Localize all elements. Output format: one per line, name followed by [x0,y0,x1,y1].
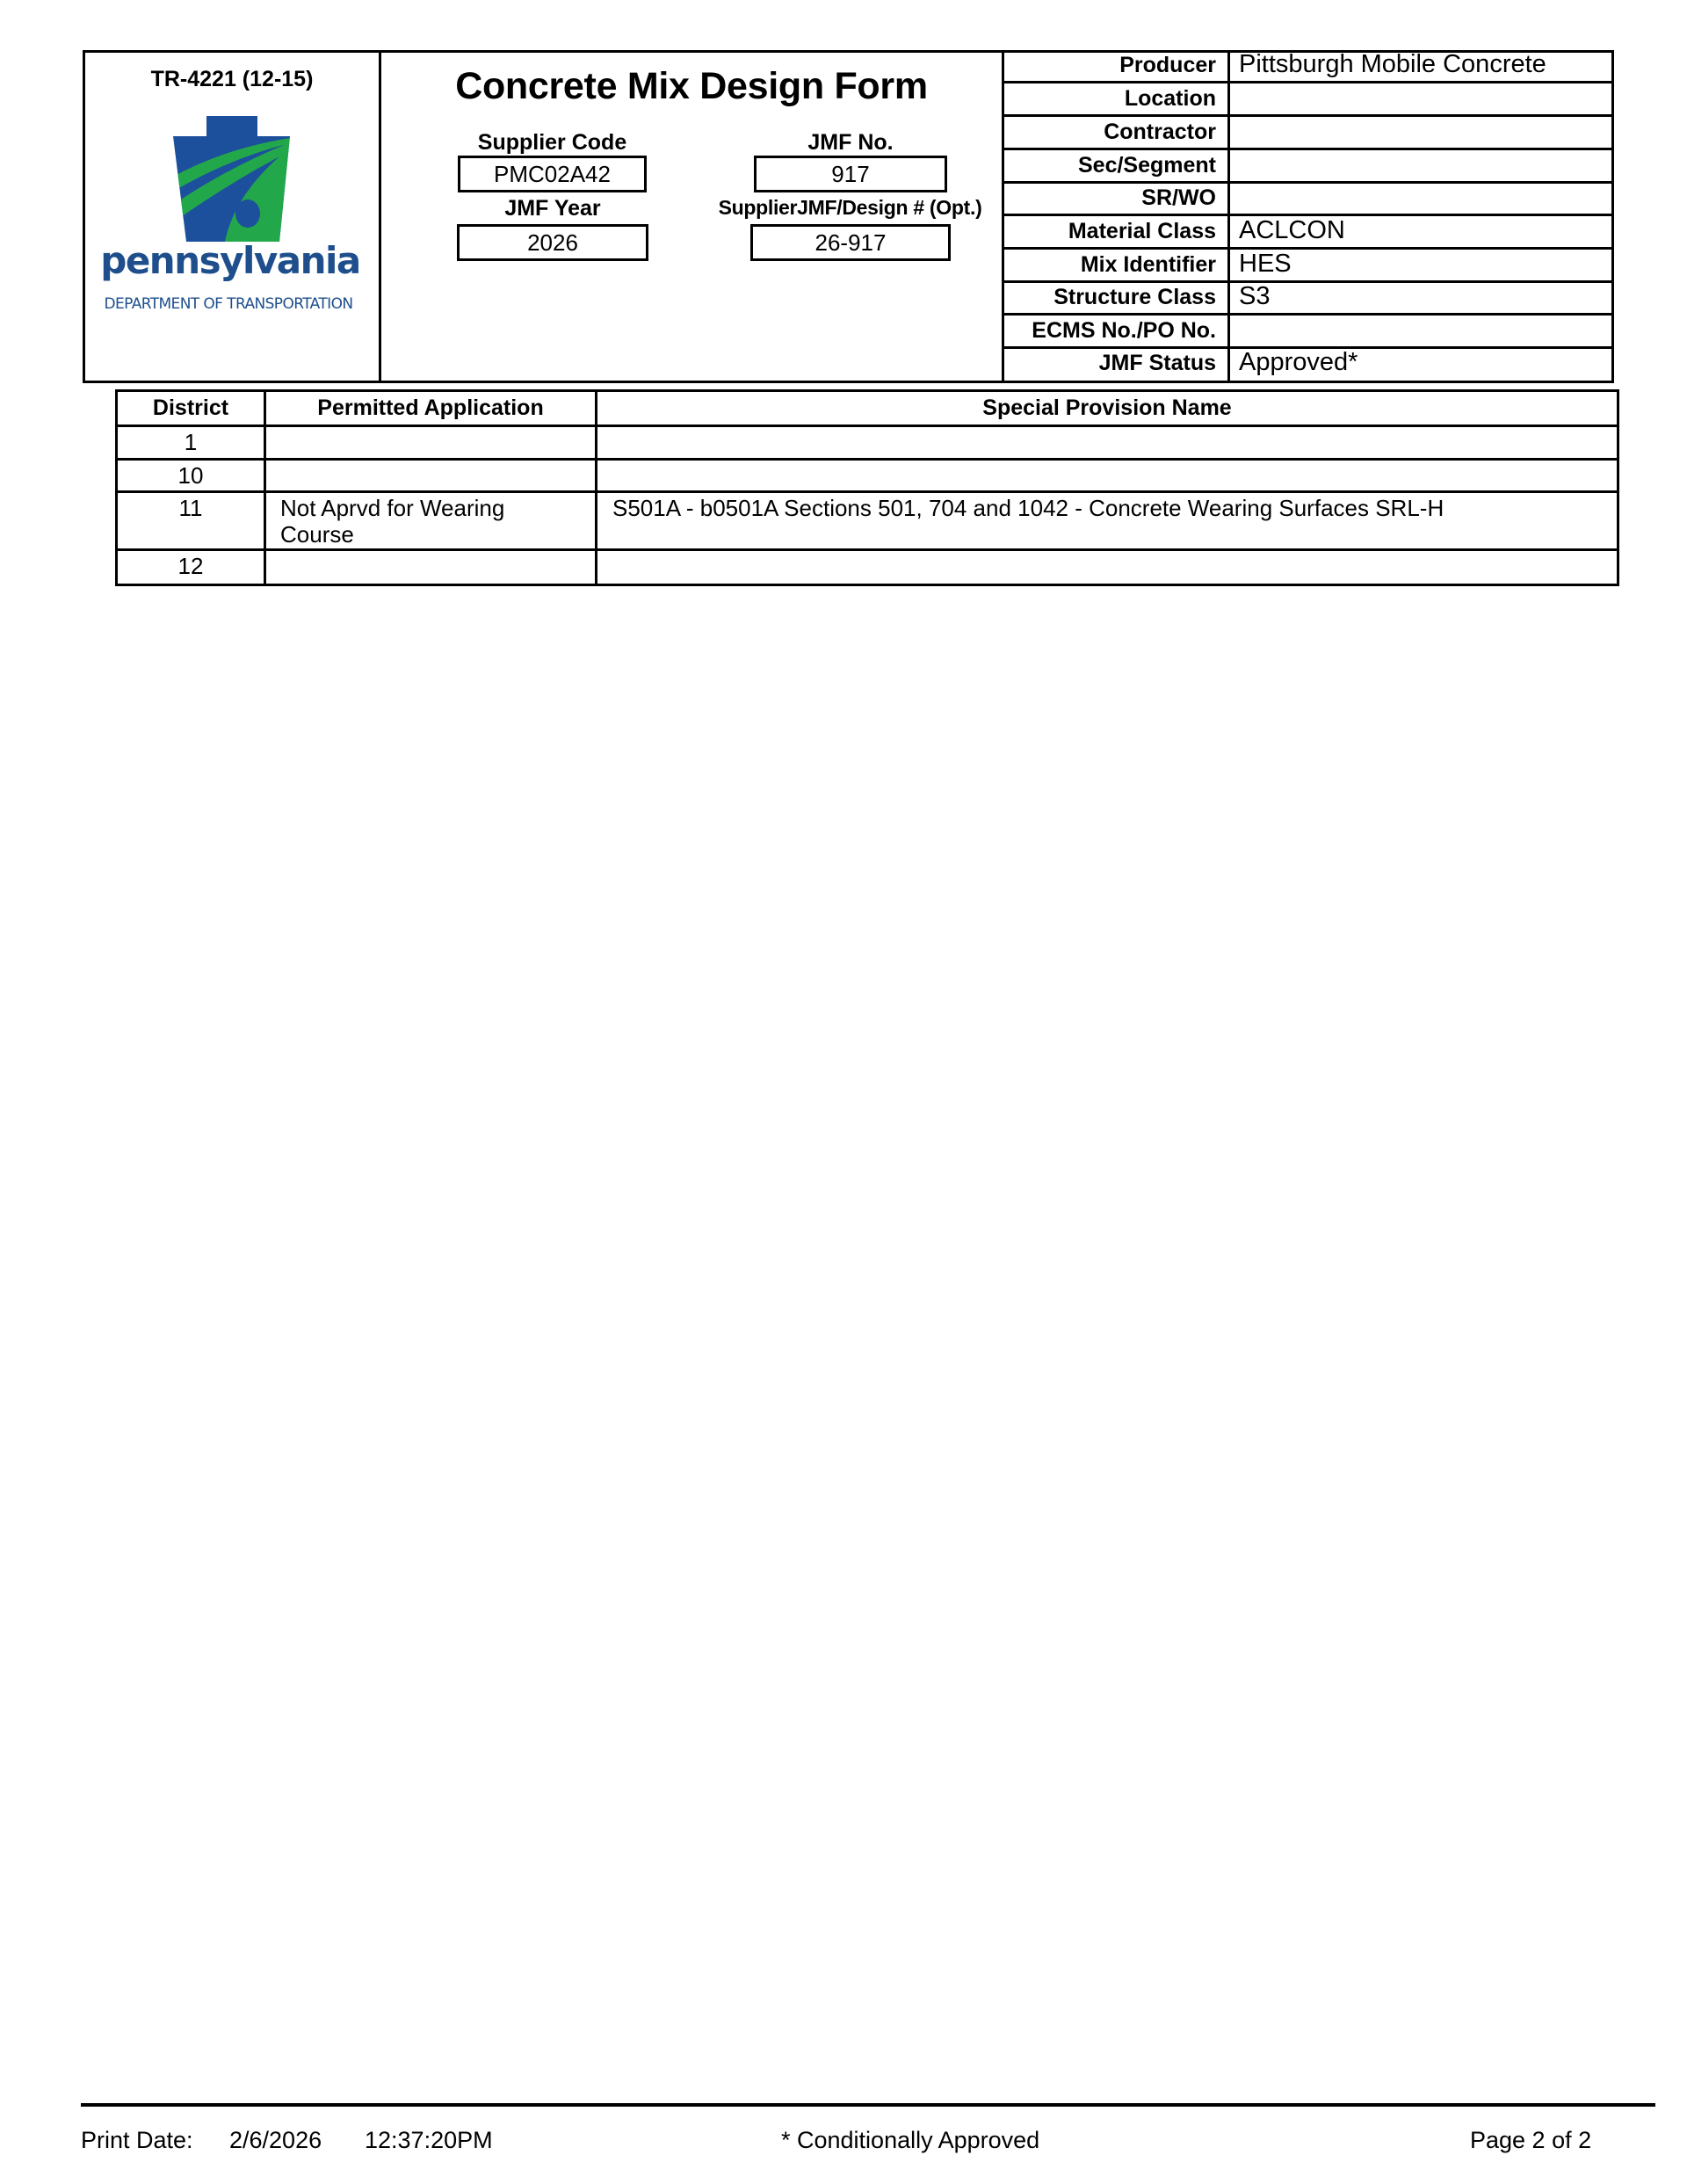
ecms-po-label: ECMS No./PO No. [1032,318,1216,343]
info-row-sec-segment [1002,150,1614,184]
print-date-label: Print Date: [81,2127,193,2153]
permitted-application-cell [266,427,597,458]
divider [1227,150,1230,181]
district-cell: 12 [118,551,266,584]
table-row [118,427,1617,461]
divider [1227,183,1230,214]
sr-wo-label: SR/WO [1141,185,1216,210]
sec-segment-label: Sec/Segment [1077,153,1216,178]
page-number: Page 2 of 2 [1470,2127,1592,2153]
jmf-year-label: JMF Year [504,196,601,221]
district-cell: 10 [118,461,266,490]
material-class-label: Material Class [1068,219,1216,243]
penndot-logo [167,112,299,244]
structure-class-value: S3 [1239,282,1271,310]
logo-subtitle: DEPARTMENT OF TRANSPORTATION [104,295,353,313]
jmf-no-label: JMF No. [807,130,894,155]
material-class-value: ACLCON [1239,216,1345,244]
info-row-jmf-status [1002,348,1614,382]
special-provision-cell: S501A - b0501A Sections 501, 704 and 1042 - Concrete Wearing Surfaces SRL-H [612,495,1444,521]
special-provision-cell [597,551,1617,584]
special-provision-cell [597,461,1617,490]
footer-divider [81,2103,1655,2107]
table-row [118,493,1617,551]
producer-label: Producer [1119,53,1216,77]
conditional-approval-note: * Conditionally Approved [781,2127,1040,2153]
jmf-status-label: JMF Status [1098,351,1216,375]
location-label: Location [1124,86,1216,111]
structure-class-label: Structure Class [1053,285,1216,309]
special-provision-cell [597,427,1617,458]
page-title: Concrete Mix Design Form [455,65,928,107]
divider [1227,282,1230,313]
column-header-special-provision: Special Provision Name [982,395,1232,420]
mix-identifier-value: HES [1239,250,1292,278]
supplier-jmf-field: 26-917 [750,224,951,261]
producer-value: Pittsburgh Mobile Concrete [1239,50,1546,78]
table-row [118,461,1617,493]
logo-wordmark: pennsylvania [100,239,360,282]
print-date: 2/6/2026 [229,2127,322,2153]
permitted-application-cell [266,461,597,490]
print-time: 12:37:20PM [365,2127,493,2153]
mix-identifier-label: Mix Identifier [1080,252,1216,277]
info-row-ecms-po [1002,316,1614,349]
table-header-row [118,392,1617,427]
info-row-mix-identifier [1002,250,1614,283]
divider [1227,216,1230,247]
contractor-label: Contractor [1104,120,1216,144]
divider [1227,50,1230,81]
info-row-contractor [1002,117,1614,150]
info-row-location [1002,83,1614,117]
form-code: TR-4221 (12-15) [150,67,314,91]
jmf-status-value: Approved* [1239,348,1358,376]
supplier-code-label: Supplier Code [477,130,627,155]
table-row [118,551,1617,584]
divider [1227,250,1230,280]
district-cell: 11 [118,493,266,548]
info-row-sr-wo [1002,183,1614,216]
info-row-producer [1002,50,1614,83]
info-row-structure-class [1002,282,1614,316]
divider [1227,83,1230,114]
supplier-jmf-label: SupplierJMF/Design # (Opt.) [718,196,982,219]
divider [1227,117,1230,148]
supplier-code-field: PMC02A42 [458,156,647,192]
district-table [115,389,1619,586]
column-header-permitted-application: Permitted Application [266,392,597,424]
info-row-material-class [1002,216,1614,250]
keystone-icon [167,112,299,244]
permitted-application-cell: Not Aprvd for Wearing Course [266,493,597,548]
divider [1227,348,1230,382]
jmf-no-field: 917 [754,156,947,192]
divider [1227,316,1230,346]
column-header-district: District [118,392,266,424]
permitted-application-cell [266,551,597,584]
jmf-year-field: 2026 [457,224,648,261]
district-cell: 1 [118,427,266,458]
